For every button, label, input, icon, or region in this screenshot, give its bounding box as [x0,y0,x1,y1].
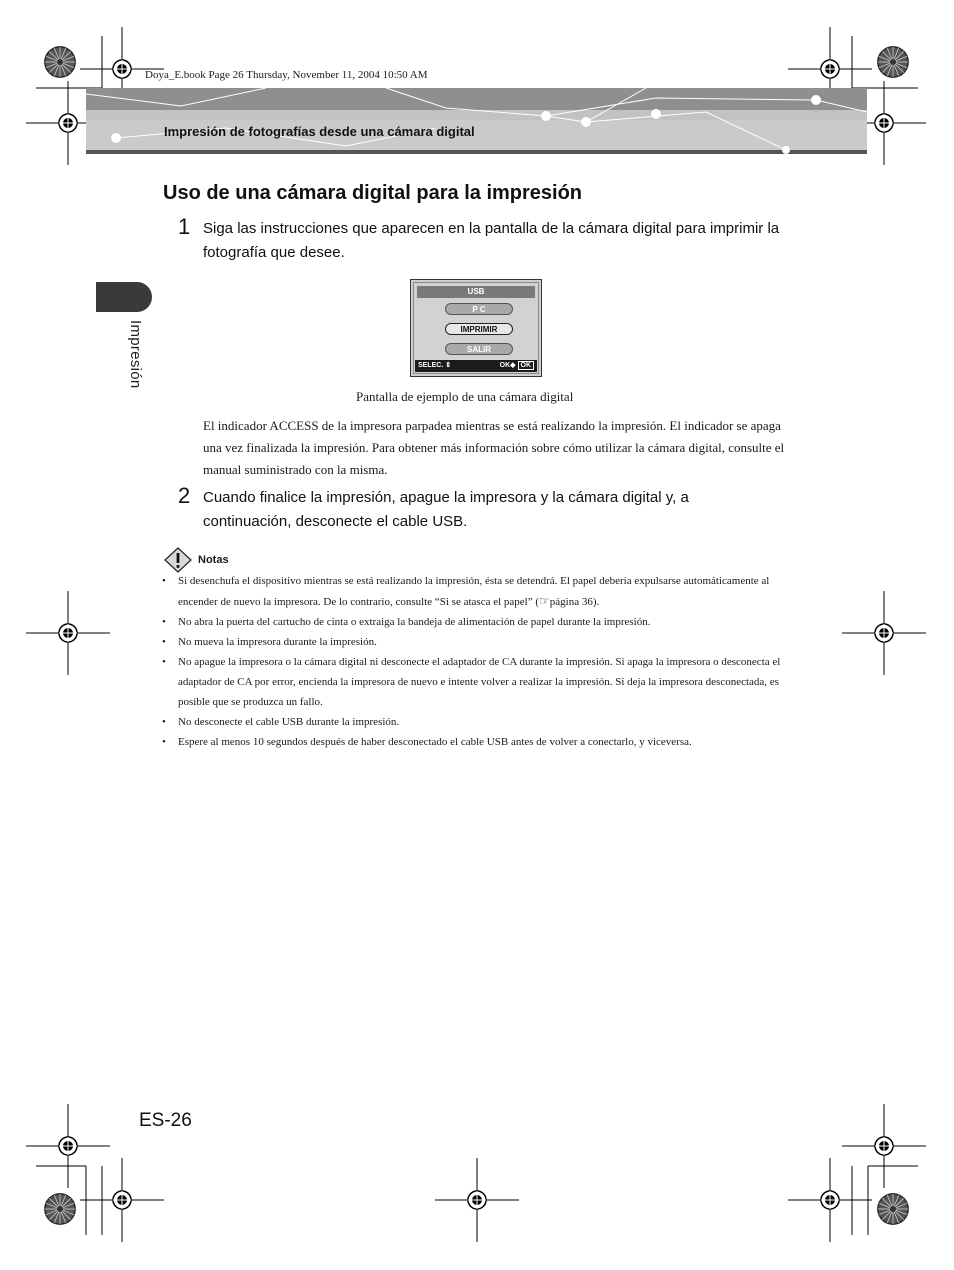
page-heading: Uso de una cámara digital para la impresión [163,182,583,204]
note-item: • No desconecte el cable USB durante la impresión. [161,712,801,732]
chapter-tab-label: Impresión [127,320,144,389]
note-item: • Si desenchufa el dispositivo mientras se está realizando la impresión, ésta se detendrá. El papel debería expulsarse automáticamente al encender de nuevo la impresora. De lo contrario, consulte “Si se atasca el papel” (☞página 36). [161,571,801,612]
step-2-text: Cuando finalice la impresión, apague la impresora y la cámara digital y, a continuación, desconecte el cable USB. [203,489,689,530]
notes-list [161,571,801,752]
updown-arrow-icon: ⇕ [445,362,452,369]
header-band [86,88,867,154]
chapter-tab-label-wrap [124,320,144,410]
note-item: • Espere al menos 10 segundos después de haber desconectado el cable USB antes de volver a conectarlo, y viceversa. [161,732,801,752]
step-1-text: Siga las instrucciones que aparecen en la pantalla de la cámara digital para imprimir la fotografía que desee. [203,220,780,261]
note-item: • No abra la puerta del cartucho de cinta o extraiga la bandeja de alimentación de papel durante la impresión. [161,612,801,632]
camera-screen-title: USB [417,286,535,298]
book-file-info: Doya_E.book Page 26 Thursday, November 11, 2004 10:50 AM [145,69,428,81]
section-title: Impresión de fotografías desde una cámara digital [164,124,475,139]
camera-option-imprimir: IMPRIMIR [445,323,513,335]
note-item: • No apague la impresora o la cámara digital ni desconecte el adaptador de CA durante la impresión. Si apaga la impresora o desconecta el adaptador de CA por error, encienda la impresora de nuevo e intente volver a realizar la impresión. Si deja la impresora desconectada, es posible que se produzca un fallo. [161,652,801,712]
figure-caption: Pantalla de ejemplo de una cámara digital [356,389,574,404]
warning-icon [164,547,192,573]
camera-screen-footer [415,360,537,372]
notes-title: Notas [198,554,229,566]
pointing-hand-icon: ☞ [539,594,550,608]
note-item: • No mueva la impresora durante la impresión. [161,632,801,652]
chapter-tab [96,282,152,312]
camera-option-pc: P C [445,303,513,315]
camera-footer-ok: OK◆ OK [500,360,534,372]
camera-footer-select: SELEC. ⇕ [418,362,452,369]
body-paragraph: El indicador ACCESS de la impresora parpadea mientras se está realizando la impresión. El indicador se apaga una vez finalizada la impresión. Para obtener más información sobre cómo utilizar la cámara digital, consulte el manual suministrado con la misma. [203,418,785,477]
step-2-number: 2 [178,483,191,508]
camera-screen-display [413,282,539,374]
camera-option-salir: SALIR [445,343,513,355]
camera-screen-illustration [410,279,542,377]
page-number: ES-26 [139,1110,192,1131]
step-1-number: 1 [178,214,191,239]
diamond-arrow-icon: ◆ [510,362,516,369]
